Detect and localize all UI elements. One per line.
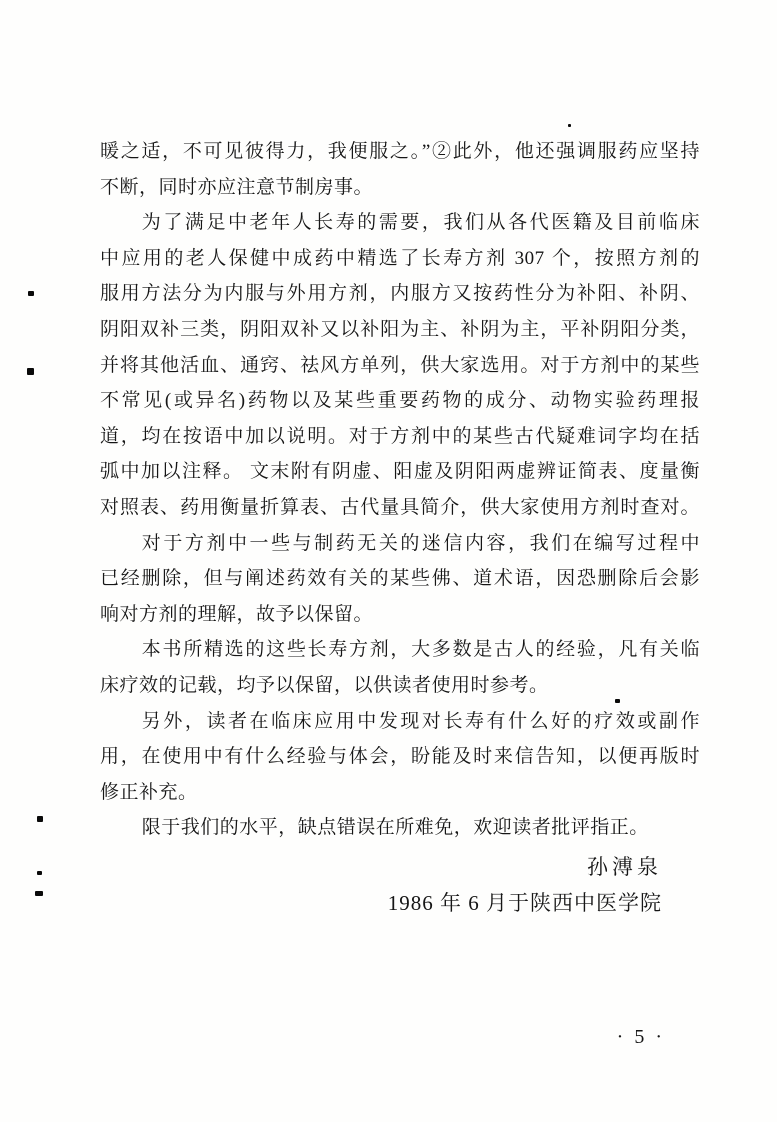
text-line: 另外，读者在临床应用中发现对长寿有什么好的疗效或副作	[141, 710, 700, 732]
scan-speck	[27, 368, 34, 375]
scan-speck	[37, 871, 42, 875]
text-line: 床疗效的记载，均予以保留，以供读者使用时参考。	[100, 674, 549, 696]
text-line: 服用方法分为内服与外用方剂，内服方又按药性分为补阳、补阴、	[100, 283, 700, 305]
paragraph-apology	[100, 810, 700, 846]
text-line: 并将其他活血、通窍、祛风方单列，供大家选用。对于方剂中的某些	[100, 354, 700, 376]
text-line: 本书所精选的这些长寿方剂，大多数是古人的经验，凡有关临	[141, 639, 700, 661]
paragraph-selection-method	[100, 205, 700, 525]
scan-speck	[37, 816, 43, 822]
text-line: 不断，同时亦应注意节制房事。	[100, 176, 374, 198]
text-line: 暖之适，不可见彼得力，我便服之。”②此外，他还强调服药应坚持	[100, 141, 700, 162]
text-line: 限于我们的水平，缺点错误在所难免，欢迎读者批评指正。	[141, 817, 649, 839]
paragraph-clinical-records	[100, 632, 700, 703]
scan-speck	[615, 699, 620, 703]
paragraph-superstition-removed	[100, 526, 700, 633]
paragraph-continuation	[100, 134, 700, 205]
text-line: 修正补充。	[100, 781, 198, 803]
text-line: 为了满足中老年人长寿的需要，我们从各代医籍及目前临床	[141, 212, 700, 234]
scan-speck	[568, 124, 571, 127]
paragraph-reader-feedback	[100, 704, 700, 811]
signature-block	[388, 849, 662, 921]
preface-body	[100, 134, 700, 846]
text-line: 不常见(或异名)药物以及某些重要药物的成分、动物实验药理报	[100, 390, 700, 412]
text-line: 已经删除，但与阐述药效有关的某些佛、道术语，因恐删除后会影	[100, 568, 700, 590]
text-line: 对于方剂中一些与制药无关的迷信内容，我们在编写过程中	[141, 532, 700, 554]
scan-speck	[28, 291, 34, 296]
scan-speck	[35, 891, 43, 896]
text-line: 阴阳双补三类，阴阳双补又以补阳为主、补阴为主，平补阴阳分类，	[100, 318, 700, 340]
dateline: 1986 年 6 月于陕西中医学院	[387, 891, 662, 915]
text-line: 对照表、药用衡量折算表、古代量具简介，供大家使用方剂时查对。	[100, 496, 700, 518]
text-line: 响对方剂的理解，故予以保留。	[100, 603, 374, 625]
text-line: 道，均在按语中加以说明。对于方剂中的某些古代疑难词字均在括	[100, 425, 700, 447]
page-number: · 5 ·	[616, 1026, 665, 1048]
text-line: 弧中加以注释。 文末附有阴虚、阳虚及阴阳两虚辨证简表、度量衡	[100, 461, 700, 483]
text-line: 用，在使用中有什么经验与体会，盼能及时来信告知，以便再版时	[100, 746, 700, 768]
text-line: 中应用的老人保健中成药中精选了长寿方剂 307 个，按照方剂的	[100, 247, 700, 269]
author-signature: 孙溥泉	[587, 855, 662, 879]
